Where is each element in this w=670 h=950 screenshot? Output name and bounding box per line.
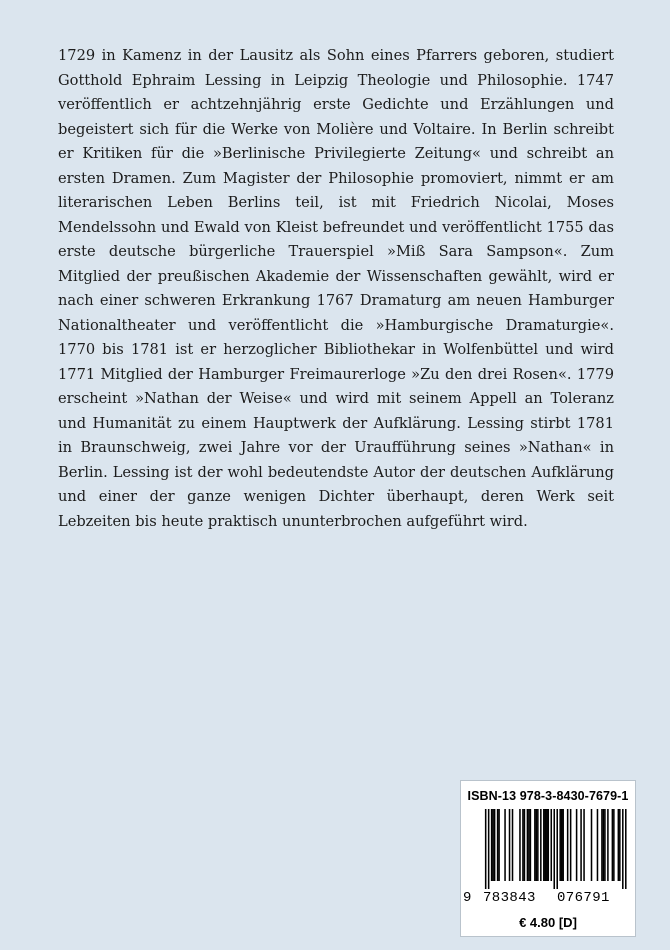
barcode-bar bbox=[530, 809, 532, 881]
barcode-bar bbox=[618, 809, 620, 881]
barcode-bar bbox=[491, 809, 493, 881]
barcode-bar bbox=[570, 809, 572, 881]
barcode-bar bbox=[561, 809, 563, 881]
barcode-bar bbox=[622, 809, 624, 889]
barcode-bar bbox=[559, 809, 561, 881]
barcode-bar bbox=[528, 809, 530, 881]
barcode-bar bbox=[567, 809, 569, 881]
barcode-bar bbox=[485, 809, 487, 889]
barcode-bar bbox=[534, 809, 536, 881]
barcode-bar bbox=[540, 809, 542, 881]
barcode-bar bbox=[604, 809, 606, 881]
barcode-bar bbox=[607, 809, 609, 881]
barcode-bar bbox=[553, 809, 555, 889]
barcode-bar bbox=[597, 809, 599, 881]
barcode-bar bbox=[494, 809, 496, 881]
barcode-digits-left: 783843 bbox=[483, 890, 536, 906]
barcode-bar bbox=[601, 809, 603, 881]
barcode-bar bbox=[488, 809, 490, 889]
barcode-bar bbox=[612, 809, 614, 881]
barcode-bar bbox=[492, 809, 494, 881]
barcode-bar bbox=[546, 809, 548, 881]
barcode-digits-right: 076791 bbox=[557, 890, 610, 906]
isbn-label: ISBN-13 978-3-8430-7679-1 bbox=[467, 789, 629, 803]
barcode-bar bbox=[591, 809, 593, 881]
barcode-bar bbox=[543, 809, 545, 881]
barcode-bar bbox=[550, 809, 552, 881]
barcode-bar bbox=[512, 809, 514, 881]
barcode-bar bbox=[580, 809, 582, 881]
barcode-bar bbox=[522, 809, 524, 881]
barcode-bar bbox=[497, 809, 499, 881]
barcode-bar bbox=[527, 809, 529, 881]
barcode-bars bbox=[470, 809, 628, 889]
barcode-digits bbox=[461, 890, 635, 910]
barcode-bar bbox=[548, 809, 550, 881]
barcode-bar bbox=[556, 809, 558, 889]
barcode-bar bbox=[524, 809, 526, 881]
barcode-bar bbox=[519, 809, 521, 881]
barcode-bar bbox=[576, 809, 578, 881]
barcode-bar bbox=[498, 809, 500, 881]
barcode-bar bbox=[625, 809, 627, 889]
barcode-bar bbox=[545, 809, 547, 881]
barcode-bar bbox=[603, 809, 605, 881]
author-biography: 1729 in Kamenz in der Lausitz als Sohn eines Pfarrers geboren, studiert Gotthold Ephraim Lessing in Leipzig Theologie und Philosophie. 1747 veröffentlich er achtzehnjährig erste Gedichte und Erzählungen und begeistert sich für die Werke von Molière und Voltaire. In Berlin schreibt er Kritiken für die »Berlinische Privilegierte Zeitung« und schreibt an ersten Dramen. Zum Magister der Philosophie promoviert, nimmt er am literarischen Leben Berlins teil, ist mit Friedrich Nicolai, Moses Mendelssohn und Ewald von Kleist befreundet und veröffentlicht 1755 das erste deutsche bürgerliche Trauerspiel »Miß Sara Sampson«. Zum Mitglied der preußischen Akademie der Wissenschaften gewählt, wird er nach einer schweren Erkrankung 1767 Dramaturg am neuen Hamburger Nationaltheater und veröffentlicht die »Hamburgische Dramaturgie«. 1770 bis 1781 ist er herzoglicher Bibliothekar in Wolfenbüttel und wird 1771 Mitglied der Hamburger Freimaurerloge »Zu den drei Rosen«. 1779 erscheint »Nathan der Weise« und wird mit seinem Appell an Toleranz und Humanität zu einem Hauptwerk der Aufklärung. Lessing stirbt 1781 in Braunschweig, zwei Jahre vor der Uraufführung seines »Nathan« in Berlin. Lessing ist der wohl bedeutendste Autor der deutschen Aufklärung und einer der ganze wenigen Dichter überhaupt, deren Werk seit Lebzeiten bis heute praktisch ununterbrochen aufgeführt wird. bbox=[58, 47, 614, 530]
price-label: € 4.80 [D] bbox=[519, 915, 577, 930]
barcode-bar bbox=[583, 809, 585, 881]
barcode-bar bbox=[537, 809, 539, 881]
barcode-bar bbox=[619, 809, 621, 881]
barcode-panel bbox=[460, 780, 636, 937]
barcode-bar bbox=[613, 809, 615, 881]
barcode-bar bbox=[536, 809, 538, 881]
barcode-bar bbox=[562, 809, 564, 881]
barcode-bar bbox=[509, 809, 511, 881]
barcode-digit-first: 9 bbox=[463, 890, 472, 906]
barcode-bar bbox=[504, 809, 506, 881]
